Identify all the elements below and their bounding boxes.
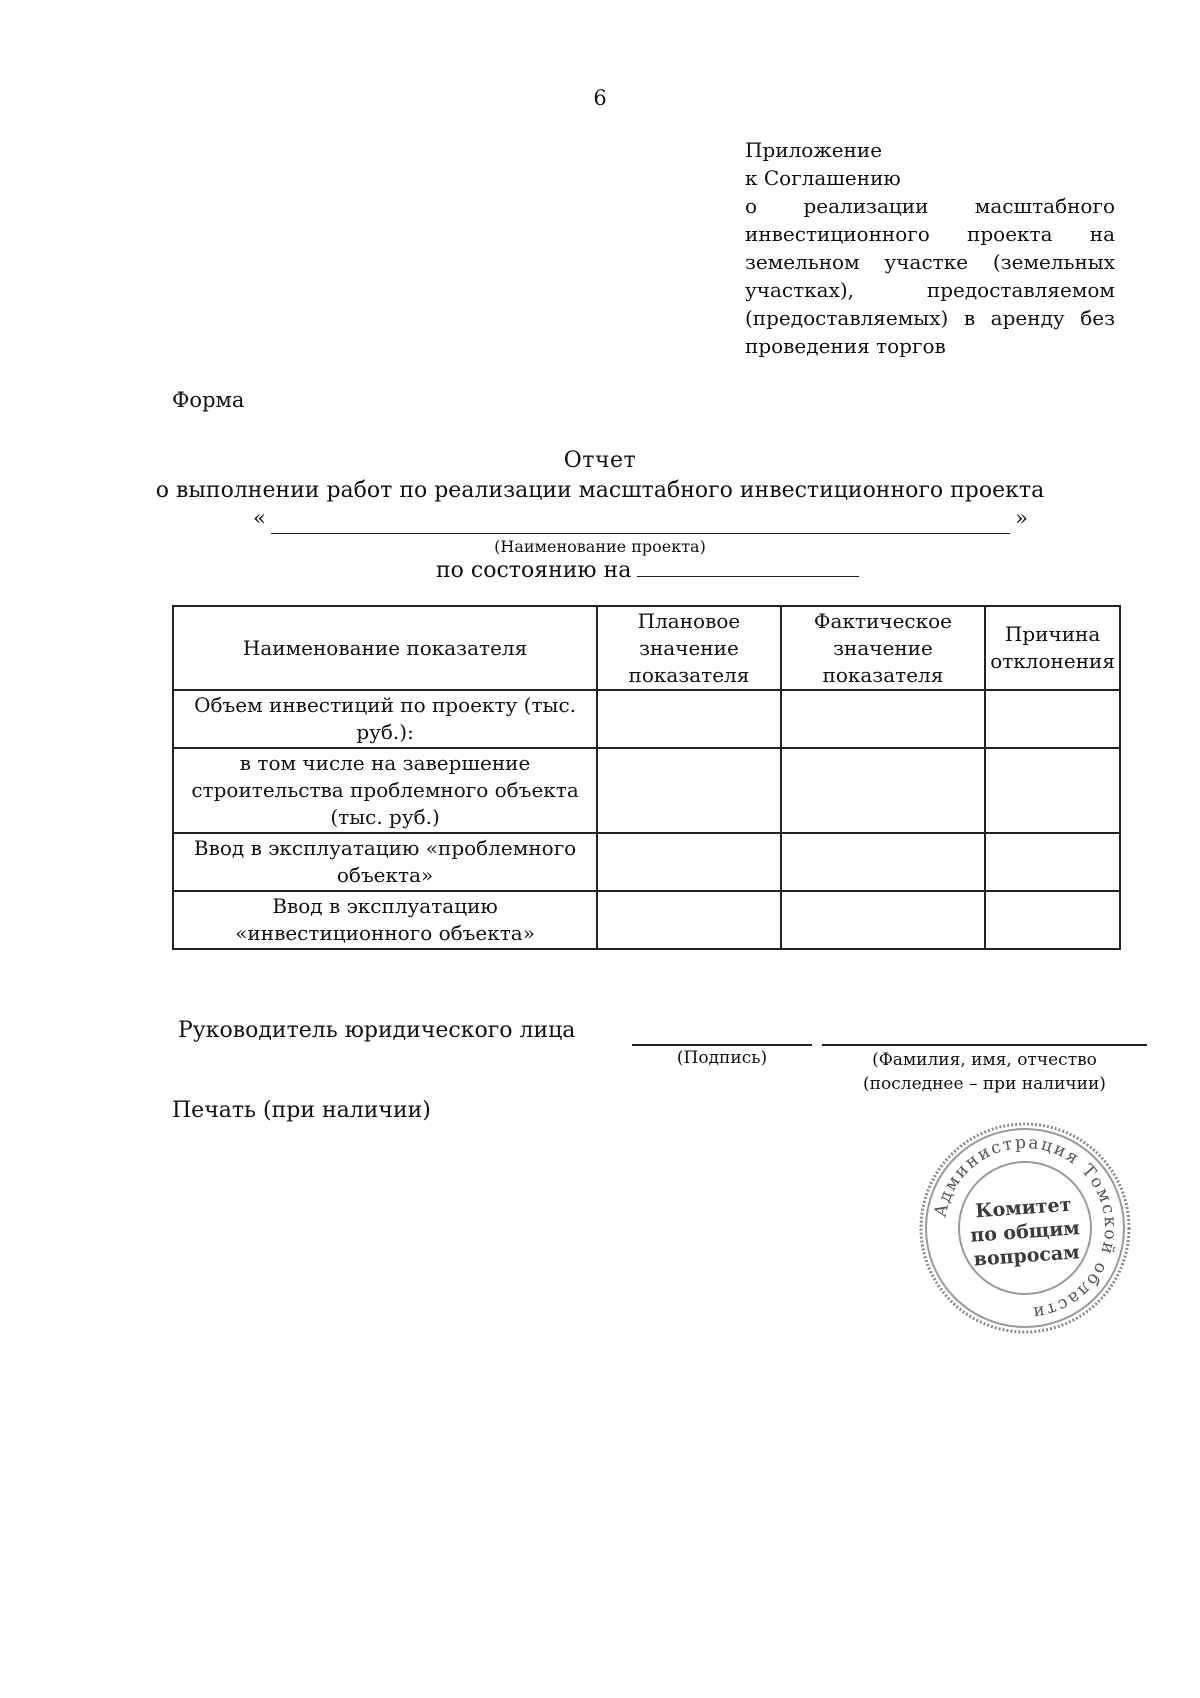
signature-caption: (Подпись) bbox=[676, 1048, 768, 1068]
signature-blank[interactable] bbox=[632, 1044, 812, 1046]
row-label: Объем инвестиций по проекту (тыс. руб.): bbox=[173, 690, 597, 748]
as-of-label: по состоянию на bbox=[436, 558, 632, 583]
table-row bbox=[173, 833, 1120, 891]
stamp-label: Печать (при наличии) bbox=[172, 1098, 431, 1123]
seal-center-text bbox=[913, 1188, 1137, 1275]
actual-cell[interactable] bbox=[781, 891, 985, 949]
full-name-caption bbox=[822, 1048, 1147, 1096]
quote-open: « bbox=[253, 506, 266, 530]
report-title: Отчет bbox=[563, 448, 637, 473]
appendix-line: Приложение bbox=[745, 138, 883, 162]
quote-close: » bbox=[1015, 506, 1028, 530]
full-name-caption-line: (Фамилия, имя, отчество bbox=[872, 1050, 1097, 1070]
official-seal bbox=[915, 1118, 1135, 1338]
planned-cell[interactable] bbox=[597, 833, 781, 891]
header-indicator-name: Наименование показателя bbox=[173, 606, 597, 690]
report-table bbox=[172, 605, 1121, 950]
header-actual-value: Фактическое значение показателя bbox=[781, 606, 985, 690]
appendix-block bbox=[745, 136, 1115, 360]
row-label: Ввод в эксплуатацию «проблемного объекта» bbox=[173, 833, 597, 891]
table-row bbox=[173, 891, 1120, 949]
as-of-line bbox=[436, 558, 859, 583]
planned-cell[interactable] bbox=[597, 891, 781, 949]
report-subtitle: о выполнении работ по реализации масштабного инвестиционного проекта bbox=[155, 478, 1045, 503]
project-name-blank bbox=[271, 533, 1010, 534]
page-number: 6 bbox=[593, 86, 607, 110]
row-label: в том числе на завершение строительства проблемного объекта (тыс. руб.) bbox=[173, 748, 597, 833]
full-name-blank[interactable] bbox=[822, 1044, 1147, 1046]
table-row bbox=[173, 690, 1120, 748]
appendix-line: о реализации масштабного инвестиционного проекта на земельном участке (земельных участках), предоставляемом (предоставляемых) в аренду без проведения торгов bbox=[745, 194, 1115, 358]
planned-cell[interactable] bbox=[597, 748, 781, 833]
reason-cell[interactable] bbox=[985, 748, 1120, 833]
actual-cell[interactable] bbox=[781, 748, 985, 833]
header-planned-value: Плановое значение показателя bbox=[597, 606, 781, 690]
form-label: Форма bbox=[172, 388, 245, 412]
reason-cell[interactable] bbox=[985, 833, 1120, 891]
as-of-date-blank[interactable] bbox=[637, 558, 859, 577]
appendix-line: к Соглашению bbox=[745, 166, 901, 190]
actual-cell[interactable] bbox=[781, 833, 985, 891]
seal-center-line: Комитет bbox=[974, 1193, 1073, 1223]
signature-label: Руководитель юридического лица bbox=[178, 1018, 576, 1043]
full-name-caption-line: (последнее – при наличии) bbox=[863, 1074, 1106, 1094]
reason-cell[interactable] bbox=[985, 891, 1120, 949]
row-label: Ввод в эксплуатацию «инвестиционного объекта» bbox=[173, 891, 597, 949]
actual-cell[interactable] bbox=[781, 690, 985, 748]
header-deviation-reason: Причина отклонения bbox=[985, 606, 1120, 690]
project-caption: (Наименование проекта) bbox=[494, 537, 706, 556]
table-row bbox=[173, 748, 1120, 833]
planned-cell[interactable] bbox=[597, 690, 781, 748]
table-header-row bbox=[173, 606, 1120, 690]
seal-center-line: вопросам bbox=[972, 1241, 1081, 1271]
seal-center-line: по общим bbox=[969, 1217, 1081, 1247]
reason-cell[interactable] bbox=[985, 690, 1120, 748]
seal-ring-text: Администрация Томской области bbox=[930, 1132, 1121, 1323]
